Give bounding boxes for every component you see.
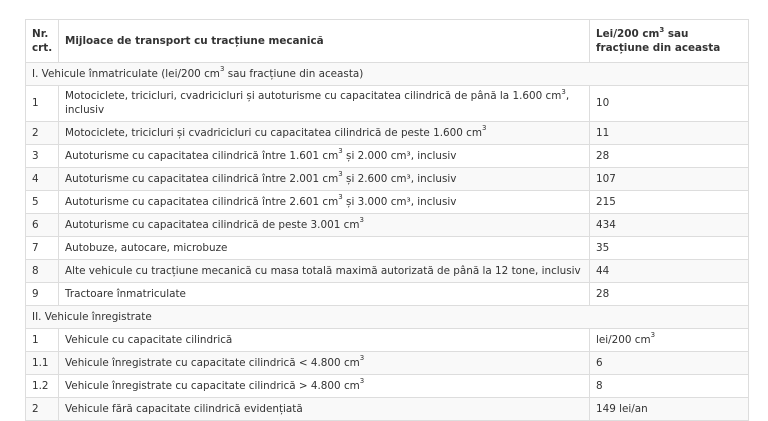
- table-row: [26, 168, 749, 191]
- cell-nr: 1: [26, 329, 59, 352]
- cell-description: Tractoare înmatriculate: [59, 283, 590, 306]
- cell-value: 11: [590, 122, 749, 145]
- section-row: [26, 306, 749, 329]
- cell-description: Autoturisme cu capacitatea cilindrică între 2.001 $cm^3$ și 2.600 cm³, inclusiv: [59, 168, 590, 191]
- table-row: [26, 352, 749, 375]
- table-row: [26, 375, 749, 398]
- table-row: [26, 283, 749, 306]
- table-row: [26, 191, 749, 214]
- cell-value: 35: [590, 237, 749, 260]
- cell-description: Vehicule înregistrate cu capacitate cilindrică > 4.800 $cm^3$: [59, 375, 590, 398]
- table-row: [26, 329, 749, 352]
- table-row: [26, 237, 749, 260]
- cell-nr: 6: [26, 214, 59, 237]
- cell-nr: 2: [26, 122, 59, 145]
- section-row: [26, 63, 749, 86]
- table-row: [26, 214, 749, 237]
- cell-description: Vehicule înregistrate cu capacitate cilindrică < 4.800 $cm^3$: [59, 352, 590, 375]
- cell-nr: 7: [26, 237, 59, 260]
- cell-nr: 8: [26, 260, 59, 283]
- cell-value: 149 lei/an: [590, 398, 749, 421]
- section-title: I. Vehicule înmatriculate (lei/200 $cm^3$ sau fracțiune din aceasta): [26, 63, 749, 86]
- header-description: Mijloace de transport cu tracțiune mecanică: [59, 20, 590, 63]
- table-row: [26, 260, 749, 283]
- cell-value: 107: [590, 168, 749, 191]
- cell-value: 434: [590, 214, 749, 237]
- cell-description: Alte vehicule cu tracțiune mecanică cu masa totală maximă autorizată de până la 12 tone, inclusiv: [59, 260, 590, 283]
- cell-nr: 5: [26, 191, 59, 214]
- cell-description: Vehicule fără capacitate cilindrică evidențiată: [59, 398, 590, 421]
- tax-table-container: [25, 19, 748, 421]
- cell-description: Autoturisme cu capacitatea cilindrică între 2.601 $cm^3$ și 3.000 cm³, inclusiv: [59, 191, 590, 214]
- cell-nr: 1.2: [26, 375, 59, 398]
- cell-value: 6: [590, 352, 749, 375]
- header-value: Lei/200 $cm^3$ sau fracțiune din aceasta: [590, 20, 749, 63]
- table-row: [26, 145, 749, 168]
- table-row: [26, 86, 749, 122]
- cell-description: Motociclete, tricicluri și cvadricicluri cu capacitatea cilindrică de peste 1.600 $cm^3$: [59, 122, 590, 145]
- cell-description: Autoturisme cu capacitatea cilindrică de peste 3.001 $cm^3$: [59, 214, 590, 237]
- cell-nr: 2: [26, 398, 59, 421]
- cell-description: Autobuze, autocare, microbuze: [59, 237, 590, 260]
- cell-description: Autoturisme cu capacitatea cilindrică între 1.601 $cm^3$ și 2.000 cm³, inclusiv: [59, 145, 590, 168]
- cell-value: 28: [590, 145, 749, 168]
- cell-nr: 1: [26, 86, 59, 122]
- cell-value: 44: [590, 260, 749, 283]
- cell-value: 28: [590, 283, 749, 306]
- cell-nr: 1.1: [26, 352, 59, 375]
- cell-description: Vehicule cu capacitate cilindrică: [59, 329, 590, 352]
- table-row: [26, 398, 749, 421]
- table-row: [26, 122, 749, 145]
- section-title: II. Vehicule înregistrate: [26, 306, 749, 329]
- cell-value: 8: [590, 375, 749, 398]
- table-body: [26, 63, 749, 421]
- cell-nr: 3: [26, 145, 59, 168]
- header-row: [26, 20, 749, 63]
- tax-table: [25, 19, 749, 421]
- cell-value: 10: [590, 86, 749, 122]
- cell-description: Motociclete, tricicluri, cvadricicluri și autoturisme cu capacitatea cilindrică de până la 1.600 $cm^3$, inclusiv: [59, 86, 590, 122]
- cell-value: 215: [590, 191, 749, 214]
- cell-value: lei/200 $cm^3$: [590, 329, 749, 352]
- cell-nr: 9: [26, 283, 59, 306]
- cell-nr: 4: [26, 168, 59, 191]
- header-nr: Nr. crt.: [26, 20, 59, 63]
